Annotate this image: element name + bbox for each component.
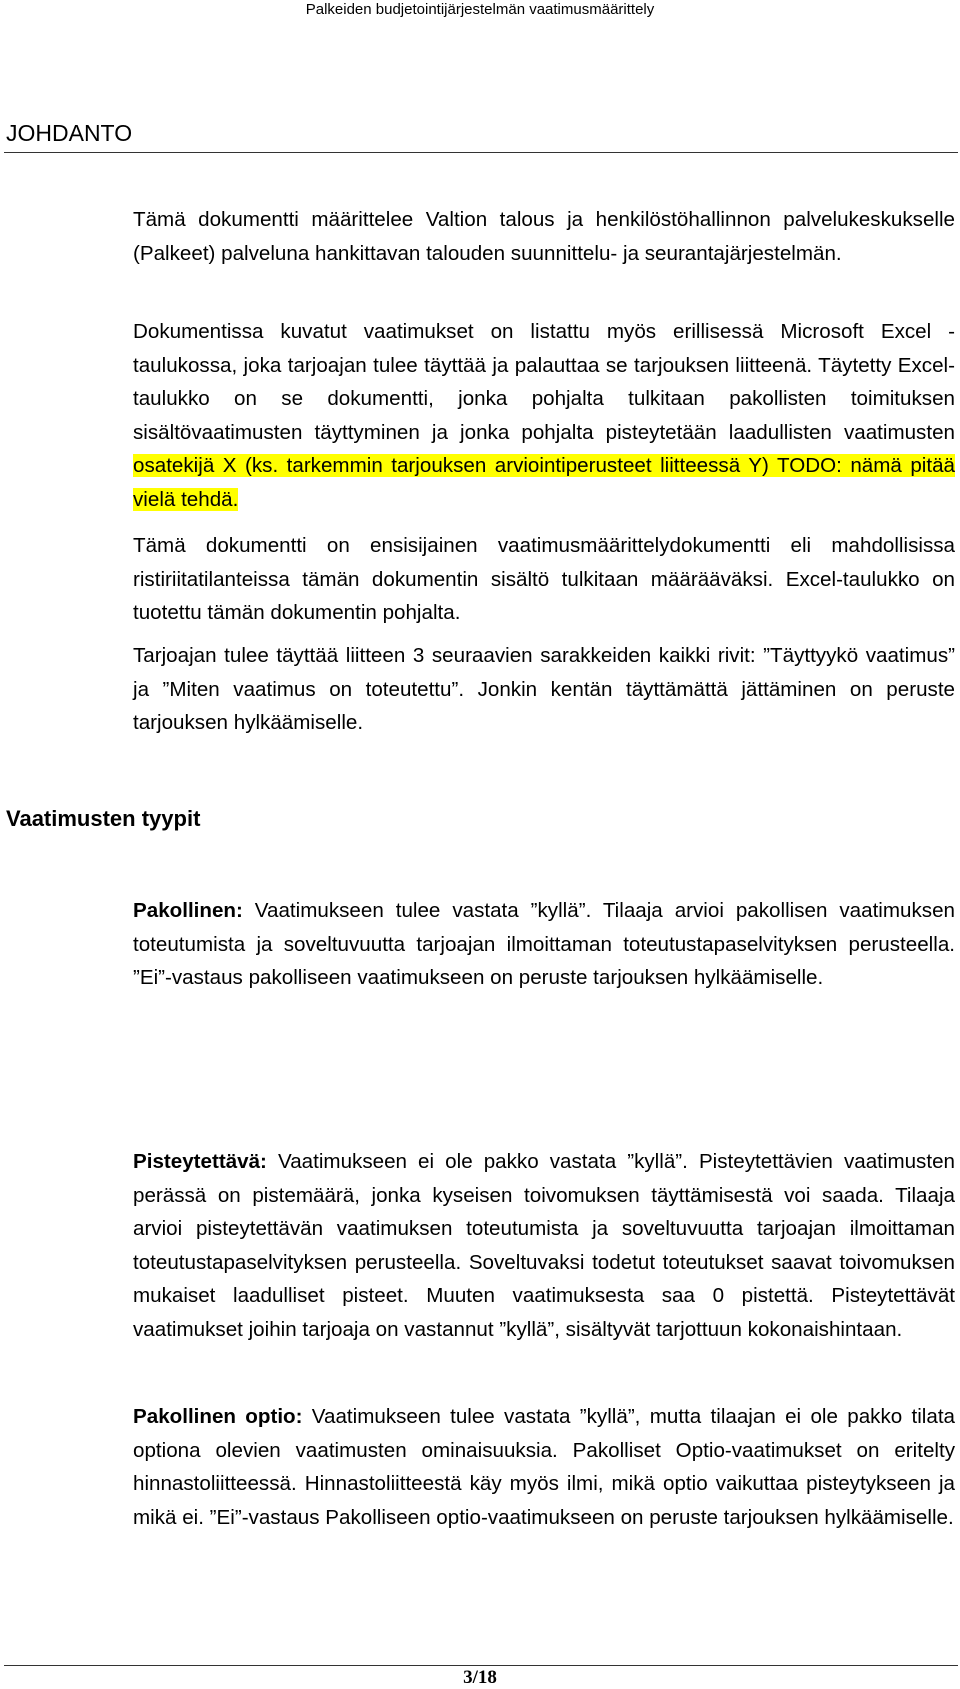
intro-paragraph-2 xyxy=(133,315,955,516)
type-definition-mandatory-option xyxy=(133,1400,955,1534)
type-definition-scored xyxy=(133,1145,955,1346)
intro-paragraph-3: Tämä dokumentti on ensisijainen vaatimusmäärittelydokumentti eli mahdollisissa ristiriitatilanteissa tämän dokumentin sisältö tulkitaan määrääväksi. Excel-taulukko on tuotettu tämän dokumentin pohjalta. xyxy=(133,534,955,624)
heading-divider xyxy=(4,152,958,153)
page-number: 3/18 xyxy=(463,1667,497,1688)
footer-divider xyxy=(4,1665,958,1666)
intro-paragraph-4: Tarjoajan tulee täyttää liitteen 3 seuraavien sarakkeiden kaikki rivit: ”Täyttyykö vaatimus” ja ”Miten vaatimus on toteutettu”. Jonkin kentän täyttämättä jättäminen on peruste tarjouksen hylkäämiselle. xyxy=(133,644,955,734)
type-description: Vaatimukseen tulee vastata ”kyllä”, mutta tilaajan ei ole pakko tilata optiona olevien vaatimusten ominaisuuksia. Pakolliset Optio-vaatimukset on eritelty hinnastoliitteessä. Hinnastoliitteestä käy myös ilmi, mikä optio vaikuttaa pisteytykseen ja mikä ei. ”Ei”-vastaus Pakolliseen optio-vaatimukseen on peruste tarjouksen hylkäämiselle. xyxy=(133,1405,956,1529)
type-description: Vaatimukseen ei ole pakko vastata ”kyllä”. Pisteytettävien vaatimusten perässä on pistemäärä, jonka kyseisen toivomuksen täyttämisestä voi saada. Tilaaja arvioi pisteytettävän vaatimuksen toteutumista ja soveltuvuutta tarjoajan ilmoittaman toteutustapaselvityksen perusteella. Soveltuvaksi todetut toteutukset saavat toivomuksen mukaiset laadulliset pisteet. Muuten vaatimuksesta saa 0 pistettä. Pisteytettävät vaatimukset joihin tarjoaja on vastannut ”kyllä”, sisältyvät tarjottuun kokonaishintaan. xyxy=(133,1150,955,1341)
type-term: Pakollinen optio: xyxy=(133,1405,303,1428)
todo-highlight: osatekijä X (ks. tarkemmin tarjouksen arviointiperusteet liitteessä Y) TODO: nämä pitää vielä tehdä. xyxy=(133,454,955,511)
type-definition-mandatory xyxy=(133,894,955,995)
type-description: Vaatimukseen tulee vastata ”kyllä”. Tilaaja arvioi pakollisen vaatimuksen toteutumista ja soveltuvuutta tarjoajan ilmoittaman toteutustapaselvityksen perusteella. ”Ei”-vastaus pakolliseen vaatimukseen on peruste tarjouksen hylkäämiselle. xyxy=(133,899,955,989)
type-term: Pisteytettävä: xyxy=(133,1150,267,1173)
page-header: Palkeiden budjetointijärjestelmän vaatimusmäärittely xyxy=(305,1,655,18)
section-heading-intro: JOHDANTO xyxy=(6,120,133,146)
section-heading-types: Vaatimusten tyypit xyxy=(6,806,201,831)
type-term: Pakollinen: xyxy=(133,899,243,922)
intro-paragraph-2-text: Dokumentissa kuvatut vaatimukset on listattu myös erillisessä Microsoft Excel -taulukossa, joka tarjoajan tulee täyttää ja palauttaa se tarjouksen liitteenä. Täytetty Excel-taulukko on se dokumentti, jonka pohjalta tulkitaan pakollisten toimituksen sisältövaatimusten täyttyminen ja jonka pohjalta pisteytetään laadullisten vaatimusten xyxy=(133,320,955,444)
intro-paragraph-1: Tämä dokumentti määrittelee Valtion talous ja henkilöstöhallinnon palvelukeskukselle (Palkeet) palveluna hankittavan talouden suunnittelu- ja seurantajärjestelmän. xyxy=(133,208,955,265)
